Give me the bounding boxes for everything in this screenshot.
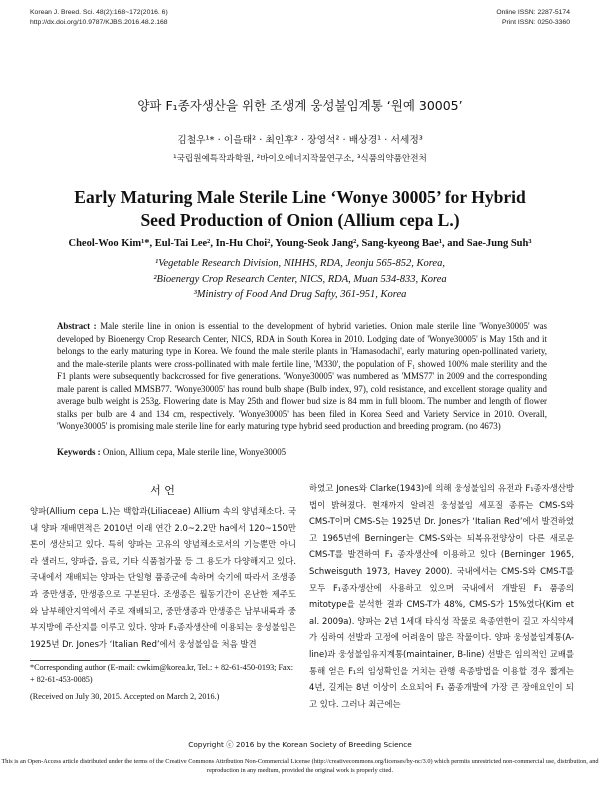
english-title-line1: Early Maturing Male Sterile Line ‘Wonye 30005’ for Hybrid: [74, 187, 526, 207]
korean-authors: 김철우¹* · 이을태² · 최인후² · 장영석² · 배상경¹ · 서세정³: [177, 135, 423, 146]
online-issn: Online ISSN: 2287-5174: [496, 9, 570, 16]
english-affiliations: [0, 256, 600, 303]
abstract: [57, 320, 547, 433]
affiliation-1: ¹Vegetable Research Division, NIHHS, RDA, Jeonju 565-852, Korea,: [155, 258, 445, 269]
keywords-text: Onion, Allium cepa, Male sterile line, Wonye30005: [102, 447, 287, 457]
copyright-line: Copyright ⓒ 2016 by the Korean Society of Breeding Science: [188, 740, 412, 749]
intro-paragraph-left: 양파(Allium cepa L.)는 백합과(Liliaceae) Allium 속의 양념채소다. 국내 양파 재배면적은 2010년 이래 연간 2.0~2.2만 ha에서 120~150만 톤이 생산되고 있다. 특히 양파는 고유의 양념채소로서의 기능뿐만 아니라 샐러드, 양파즙, 음료, 기타 식품첨가물 등 그 용도가 다양해지고 있다. 국내에서 재배되는 양파는 단일형 품종군에 속하며 숙기에 따라서 조생종과 중만생종, 만생종으로 구분된다. 조생종은 월동기간이 온난한 제주도와 남부해안지역에서 주로 재배되고, 중만생종과 만생종은 남부내륙과 중부지방에 주산지를 이루고 있다. 양파 F₁종자생산에 이용되는 웅성불임은 1925년 Dr. Jones가 ‘Italian Red’에서 웅성불임을 처음 발견: [30, 506, 296, 649]
english-title-line2: Seed Production of Onion (Allium cepa L.): [140, 210, 460, 230]
body-column-right: [309, 480, 574, 712]
corresponding-author-note: *Corresponding author (E-mail: cwkim@korea.kr, Tel.: + 82-61-450-0193; Fax: + 82-61-453-0085): [30, 663, 294, 684]
affiliation-2: ²Bioenergy Crop Research Center, NICS, RDA, Muan 534-833, Korea: [153, 273, 447, 285]
korean-title: 양파 F₁종자생산을 위한 조생계 웅성불임계통 ‘원예 30005’: [137, 98, 463, 113]
footnote-divider: [30, 660, 150, 661]
print-issn: Print ISSN: 0250-3360: [501, 19, 570, 26]
english-authors: Cheol-Woo Kim¹*, Eul-Tai Lee², In-Hu Choi², Young-Seok Jang², Sang-kyeong Bae¹, and Sae-Jung Suh³: [68, 238, 532, 249]
license-text: This is an Open-Access article distributed under the terms of the Creative Commons Attribution Non-Commercial License (http://creativecommons.org/licenses/by-nc/3.0) which permits unrestricted non-commercial use, distribution, and reproduction in any medium, provided the original work is properly cited.: [1, 758, 599, 774]
affiliation-3: ³Ministry of Food And Drug Safty, 361-951, Korea: [193, 289, 407, 300]
keywords-label: Keywords :: [57, 447, 101, 457]
intro-paragraph-right: 하였고 Jones와 Clarke(1943)에 의해 웅성불임의 유전과 F₁종자생산방법이 밝혀졌다. 현재까지 알려진 웅성불임 세포질 종류는 CMS-S와 CMS-T이며 CMS-S는 1925년 Dr. Jones가 ‘Italian Red’에서 발견하였고 1965년에 Berninger는 CMS-S와는 되복유전양상이 다른 새로운 CMS-T를 발견하여 F₁ 종자생산에 이용하고 있다 (Berninger 1965, Schweisguth 1973, Havey 2000). 국내에서는 CMS-S와 CMS-T를 모두 F₁종자생산에 사용하고 있으며 국내에서 개발된 F₁ 품종의 mitotype을 분석한 결과 CMS-T가 48%, CMS-S가 15%였다(Kim et al. 2009a). 양파는 2년 1세대 타식성 작물로 육종연한이 길고 자식약세가 심하여 선발과 고정에 어려움이 많은 작물이다. 양파 웅성불임계통(A-line)과 웅성불임유지계통(maintainer, B-line) 선발은 임의적인 교배를 통해 얻은 F₁의 임성확인을 거치는 관행 육종방법을 이용할 경우 짧게는 4년, 길게는 8년 이상이 소요되어 F₁ 품종개발에 가장 큰 장애요인이 되고 있다. 그러나 최근에는: [309, 483, 574, 709]
abstract-text: Male sterile line in onion is essential to the development of hybrid varieties. Onion male sterile line 'Wonye30005' was developed by Bioenergy Crop Research Center, NICS, RDA in South Korea in 2010. Lodging date of 'Wonye30005' is May 15th and it belongs to the early maturing type in Korea. We found the male sterile plants in 'Hamasodachi', early maturing open-pollinated variety, and the male-sterile plants were cross-pollinated with male fertile line, 'M330', the population of F₁ showed 100% male sterility and the F1 plants were subsequently backcrossed for five generations. 'Wonye30005' was numbered as 'MMS77' in 2009 and the corresponding male parent is called MMSB77. 'Wonye30005' has round bulb shape (Bulb index, 97), cold resistance, and excellent storage quality and average bulb weight is 253g. Flowering date is May 25th and flower bud size is 84 mm in full bloom. The number and length of flower stalks per bulb are 4 and 134 cm, respectively. 'Wonye30005' has been filed in Korea Seed and Variety Service in 2010. Overall, 'Wonye30005' is promising male sterile line for early maturing type hybrid seed production and breeding program. (no 4673): [57, 321, 548, 431]
body-column-left: [30, 503, 296, 652]
section-title-introduction: 서 언: [150, 484, 175, 497]
doi-link[interactable]: http://dx.doi.org/10.9787/KJBS.2016.48.2.168: [30, 19, 168, 26]
received-date-note: (Received on July 30, 2015. Accepted on March 2, 2016.): [30, 692, 220, 701]
keywords: [57, 447, 547, 457]
abstract-label: Abstract :: [57, 321, 97, 331]
running-header-right: [496, 8, 570, 28]
journal-citation: Korean J. Breed. Sci. 48(2):168~172(2016. 6): [30, 9, 168, 16]
english-title: [0, 186, 600, 232]
korean-affiliations: ¹국립원예특작과학원, ²바이오에너지작물연구소, ³식품의약품안전처: [173, 154, 427, 164]
running-header-left: [30, 8, 168, 28]
